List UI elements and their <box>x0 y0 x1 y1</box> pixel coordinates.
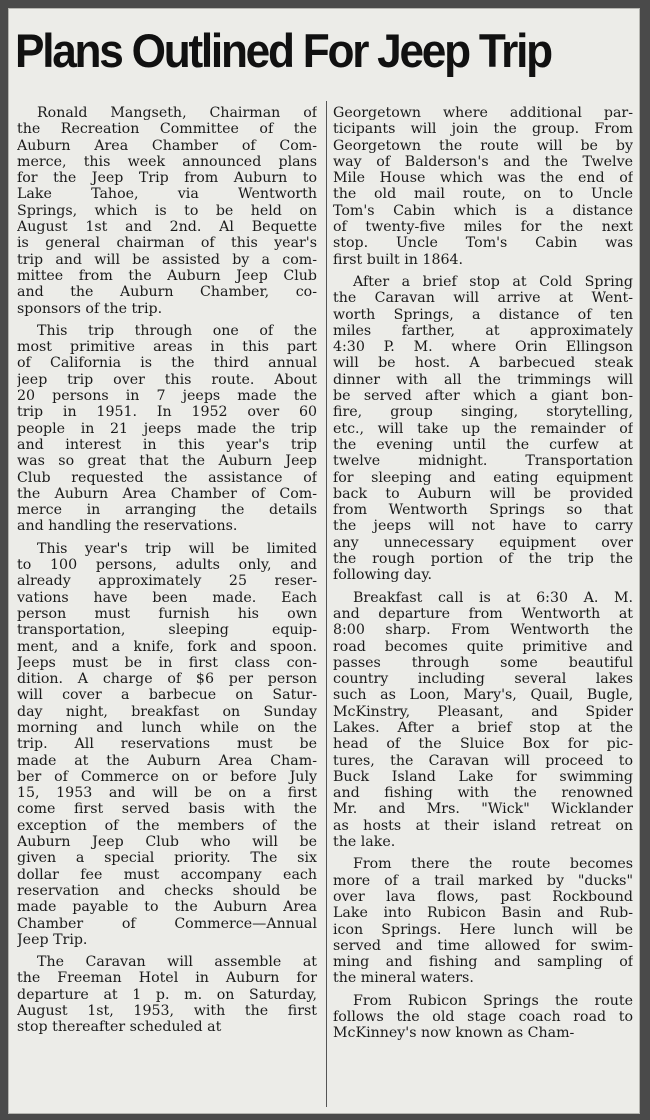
text-line: the jeeps will not have to carry <box>333 518 633 535</box>
text-line: as hosts at their island retreat on <box>333 817 633 834</box>
text-line: stop. Uncle Tom's Cabin was <box>333 235 633 252</box>
text-line: passes through some beautiful <box>333 654 633 671</box>
right-column-paragraph <box>333 590 633 851</box>
column-divider <box>326 101 327 1107</box>
text-line: 15, 1953 and will be on a first <box>17 785 317 802</box>
text-line: ticipants will join the group. From <box>333 121 633 138</box>
text-line: the old mail route, on to Uncle <box>333 186 633 203</box>
text-line: day night, breakfast on Sunday <box>17 703 317 720</box>
text-line: ming and fishing and sampling of <box>333 954 633 971</box>
text-line: Auburn Area Chamber of Com- <box>17 137 317 154</box>
text-line: etc., will take up the remainder of <box>333 420 633 437</box>
text-line: Mr. and Mrs. "Wick" Wicklander <box>333 801 633 818</box>
right-column <box>333 105 633 1048</box>
text-line: served and time allowed for swim- <box>333 937 633 954</box>
text-line: miles farther, at approximately <box>333 322 633 339</box>
text-line: more of a trail marked by "ducks" <box>333 872 633 889</box>
text-line: the lake. <box>333 834 396 851</box>
text-line: Jeep Trip. <box>17 931 88 948</box>
text-line: merce in arranging the details <box>17 502 317 519</box>
text-line: twelve midnight. Transportation <box>333 453 633 470</box>
text-line: for sleeping and eating equipment <box>333 469 633 486</box>
text-line: is general chairman of this year's <box>17 235 317 252</box>
text-line: first built in 1864. <box>333 251 464 268</box>
text-line: Springs, which is to be held on <box>17 202 317 219</box>
text-line: Mile House which was the end of <box>333 170 633 187</box>
text-line: 20 persons in 7 jeeps made the <box>17 388 317 405</box>
text-line: from Wentworth Springs so that <box>333 502 633 519</box>
text-line: McKinstry, Pleasant, and Spider <box>333 703 633 720</box>
text-line: already approximately 25 reser- <box>17 573 317 590</box>
text-line: most primitive areas in this part <box>17 339 317 356</box>
text-line: Lake Tahoe, via Wentworth <box>17 186 317 203</box>
left-column-paragraph <box>17 323 317 535</box>
text-line: Lake into Rubicon Basin and Rub- <box>333 905 633 922</box>
text-line: the rough portion of the trip the <box>333 551 633 568</box>
text-line: and departure from Wentworth at <box>333 605 633 622</box>
text-line: ber of Commerce on or before July <box>17 768 317 785</box>
text-line: Auburn Jeep Club who will be <box>17 834 317 851</box>
text-line: From Rubicon Springs the route <box>353 992 633 1009</box>
text-line: Georgetown where additional par- <box>333 105 633 121</box>
text-line: Chamber of Commerce—Annual <box>17 915 317 932</box>
text-line: dollar fee must accompany each <box>17 866 317 883</box>
text-line: vations have been made. Each <box>17 589 317 606</box>
text-line: be served after which a giant bon- <box>333 388 633 405</box>
text-line: transportation, sleeping equip- <box>17 622 317 639</box>
text-line: and interest in this year's trip <box>17 436 317 453</box>
text-line: From there the route becomes <box>353 856 633 873</box>
left-column <box>17 105 317 1042</box>
text-line: reservation and checks should be <box>17 882 317 899</box>
text-line: After a brief stop at Cold Spring <box>353 273 633 290</box>
text-line: the mineral waters. <box>333 970 474 987</box>
text-line: country including several lakes <box>333 671 633 688</box>
text-line: This trip through one of the <box>37 322 317 339</box>
text-line: the Caravan will arrive at Went- <box>333 290 633 307</box>
text-line: merce, this week announced plans <box>17 153 317 170</box>
right-column-paragraph <box>333 993 633 1042</box>
text-line: over lava flows, past Rockbound <box>333 888 633 905</box>
text-line: jeep trip over this route. About <box>17 371 317 388</box>
text-line: and the Auburn Chamber, co- <box>17 284 317 301</box>
text-line: trip and will be assisted by a com- <box>17 251 317 268</box>
text-line: This year's trip will be limited <box>37 540 317 557</box>
text-line: way of Balderson's and the Twelve <box>333 153 633 170</box>
text-line: The Caravan will assemble at <box>37 954 317 971</box>
headline: Plans Outlined For Jeep Trip <box>15 24 551 77</box>
text-line: any unnecessary equipment over <box>333 534 633 551</box>
text-line: August 1st, 1953, with the first <box>17 1003 317 1020</box>
text-line: made payable to the Auburn Area <box>17 899 317 916</box>
text-line: 8:00 sharp. From Wentworth the <box>333 622 633 639</box>
newspaper-clipping <box>8 8 640 1114</box>
right-column-paragraph <box>333 105 633 268</box>
text-line: of California is the third annual <box>17 355 317 372</box>
right-column-paragraph <box>333 856 633 986</box>
text-line: departure at 1 p. m. on Saturday, <box>17 986 317 1003</box>
text-line: was so great that the Auburn Jeep <box>17 453 317 470</box>
text-line: exception of the members of the <box>17 817 317 834</box>
text-line: to 100 persons, adults only, and <box>17 557 317 574</box>
text-line: 4:30 P. M. where Orin Ellingson <box>333 339 633 356</box>
text-line: people in 21 jeeps made the trip <box>17 420 317 437</box>
text-line: tures, the Caravan will proceed to <box>333 752 633 769</box>
text-line: Ronald Mangseth, Chairman of <box>37 105 317 121</box>
left-column-paragraph <box>17 541 317 948</box>
text-line: will be host. A barbecued steak <box>333 355 633 372</box>
text-line: follows the old stage coach road to <box>333 1009 633 1026</box>
text-line: trip in 1951. In 1952 over 60 <box>17 404 317 421</box>
text-line: trip. All reservations must be <box>17 736 317 753</box>
text-line: made at the Auburn Area Cham- <box>17 752 317 769</box>
text-line: come first served basis with the <box>17 801 317 818</box>
text-line: will cover a barbecue on Satur- <box>17 687 317 704</box>
text-line: the evening until the curfew at <box>333 436 633 453</box>
text-line: and handling the reservations. <box>17 518 238 535</box>
text-line: Club requested the assistance of <box>17 469 317 486</box>
left-column-paragraph <box>17 954 317 1035</box>
right-column-paragraph <box>333 274 633 584</box>
text-line: dinner with all the trimmings will <box>333 371 633 388</box>
text-line: morning and lunch while on the <box>17 719 317 736</box>
text-line: the Freeman Hotel in Auburn for <box>17 970 317 987</box>
text-line: head of the Sluice Box for pic- <box>333 736 633 753</box>
text-line: for the Jeep Trip from Auburn to <box>17 170 317 187</box>
text-line: dition. A charge of $6 per person <box>17 671 317 688</box>
text-line: road becomes quite primitive and <box>333 638 633 655</box>
text-line: worth Springs, a distance of ten <box>333 306 633 323</box>
text-line: stop thereafter scheduled at <box>17 1019 222 1036</box>
text-line: of twenty-five miles for the next <box>333 219 633 236</box>
text-line: Lakes. After a brief stop at the <box>333 719 633 736</box>
text-line: such as Loon, Mary's, Quail, Bugle, <box>333 687 633 704</box>
text-line: following day. <box>333 567 432 584</box>
text-line: mittee from the Auburn Jeep Club <box>17 267 317 284</box>
text-line: ment, and a knife, fork and spoon. <box>17 638 317 655</box>
text-line: fire, group singing, storytelling, <box>333 404 633 421</box>
text-line: Buck Island Lake for swimming <box>333 768 633 785</box>
text-line: icon Springs. Here lunch will be <box>333 921 633 938</box>
text-line: and fishing with the renowned <box>333 785 633 802</box>
text-line: sponsors of the trip. <box>17 300 163 317</box>
text-line: Georgetown the route will be by <box>333 137 633 154</box>
text-line: the Auburn Area Chamber of Com- <box>17 485 317 502</box>
text-line: Tom's Cabin which is a distance <box>333 202 633 219</box>
text-line: the Recreation Committee of the <box>17 121 317 138</box>
left-column-paragraph <box>17 105 317 317</box>
text-line: back to Auburn will be provided <box>333 485 633 502</box>
text-line: Breakfast call is at 6:30 A. M. <box>353 589 633 606</box>
text-line: McKinney's now known as Cham- <box>333 1025 575 1042</box>
text-line: August 1st and 2nd. Al Bequette <box>17 219 317 236</box>
text-line: given a special priority. The six <box>17 850 317 867</box>
text-line: Jeeps must be in first class con- <box>17 654 317 671</box>
text-line: person must furnish his own <box>17 605 317 622</box>
